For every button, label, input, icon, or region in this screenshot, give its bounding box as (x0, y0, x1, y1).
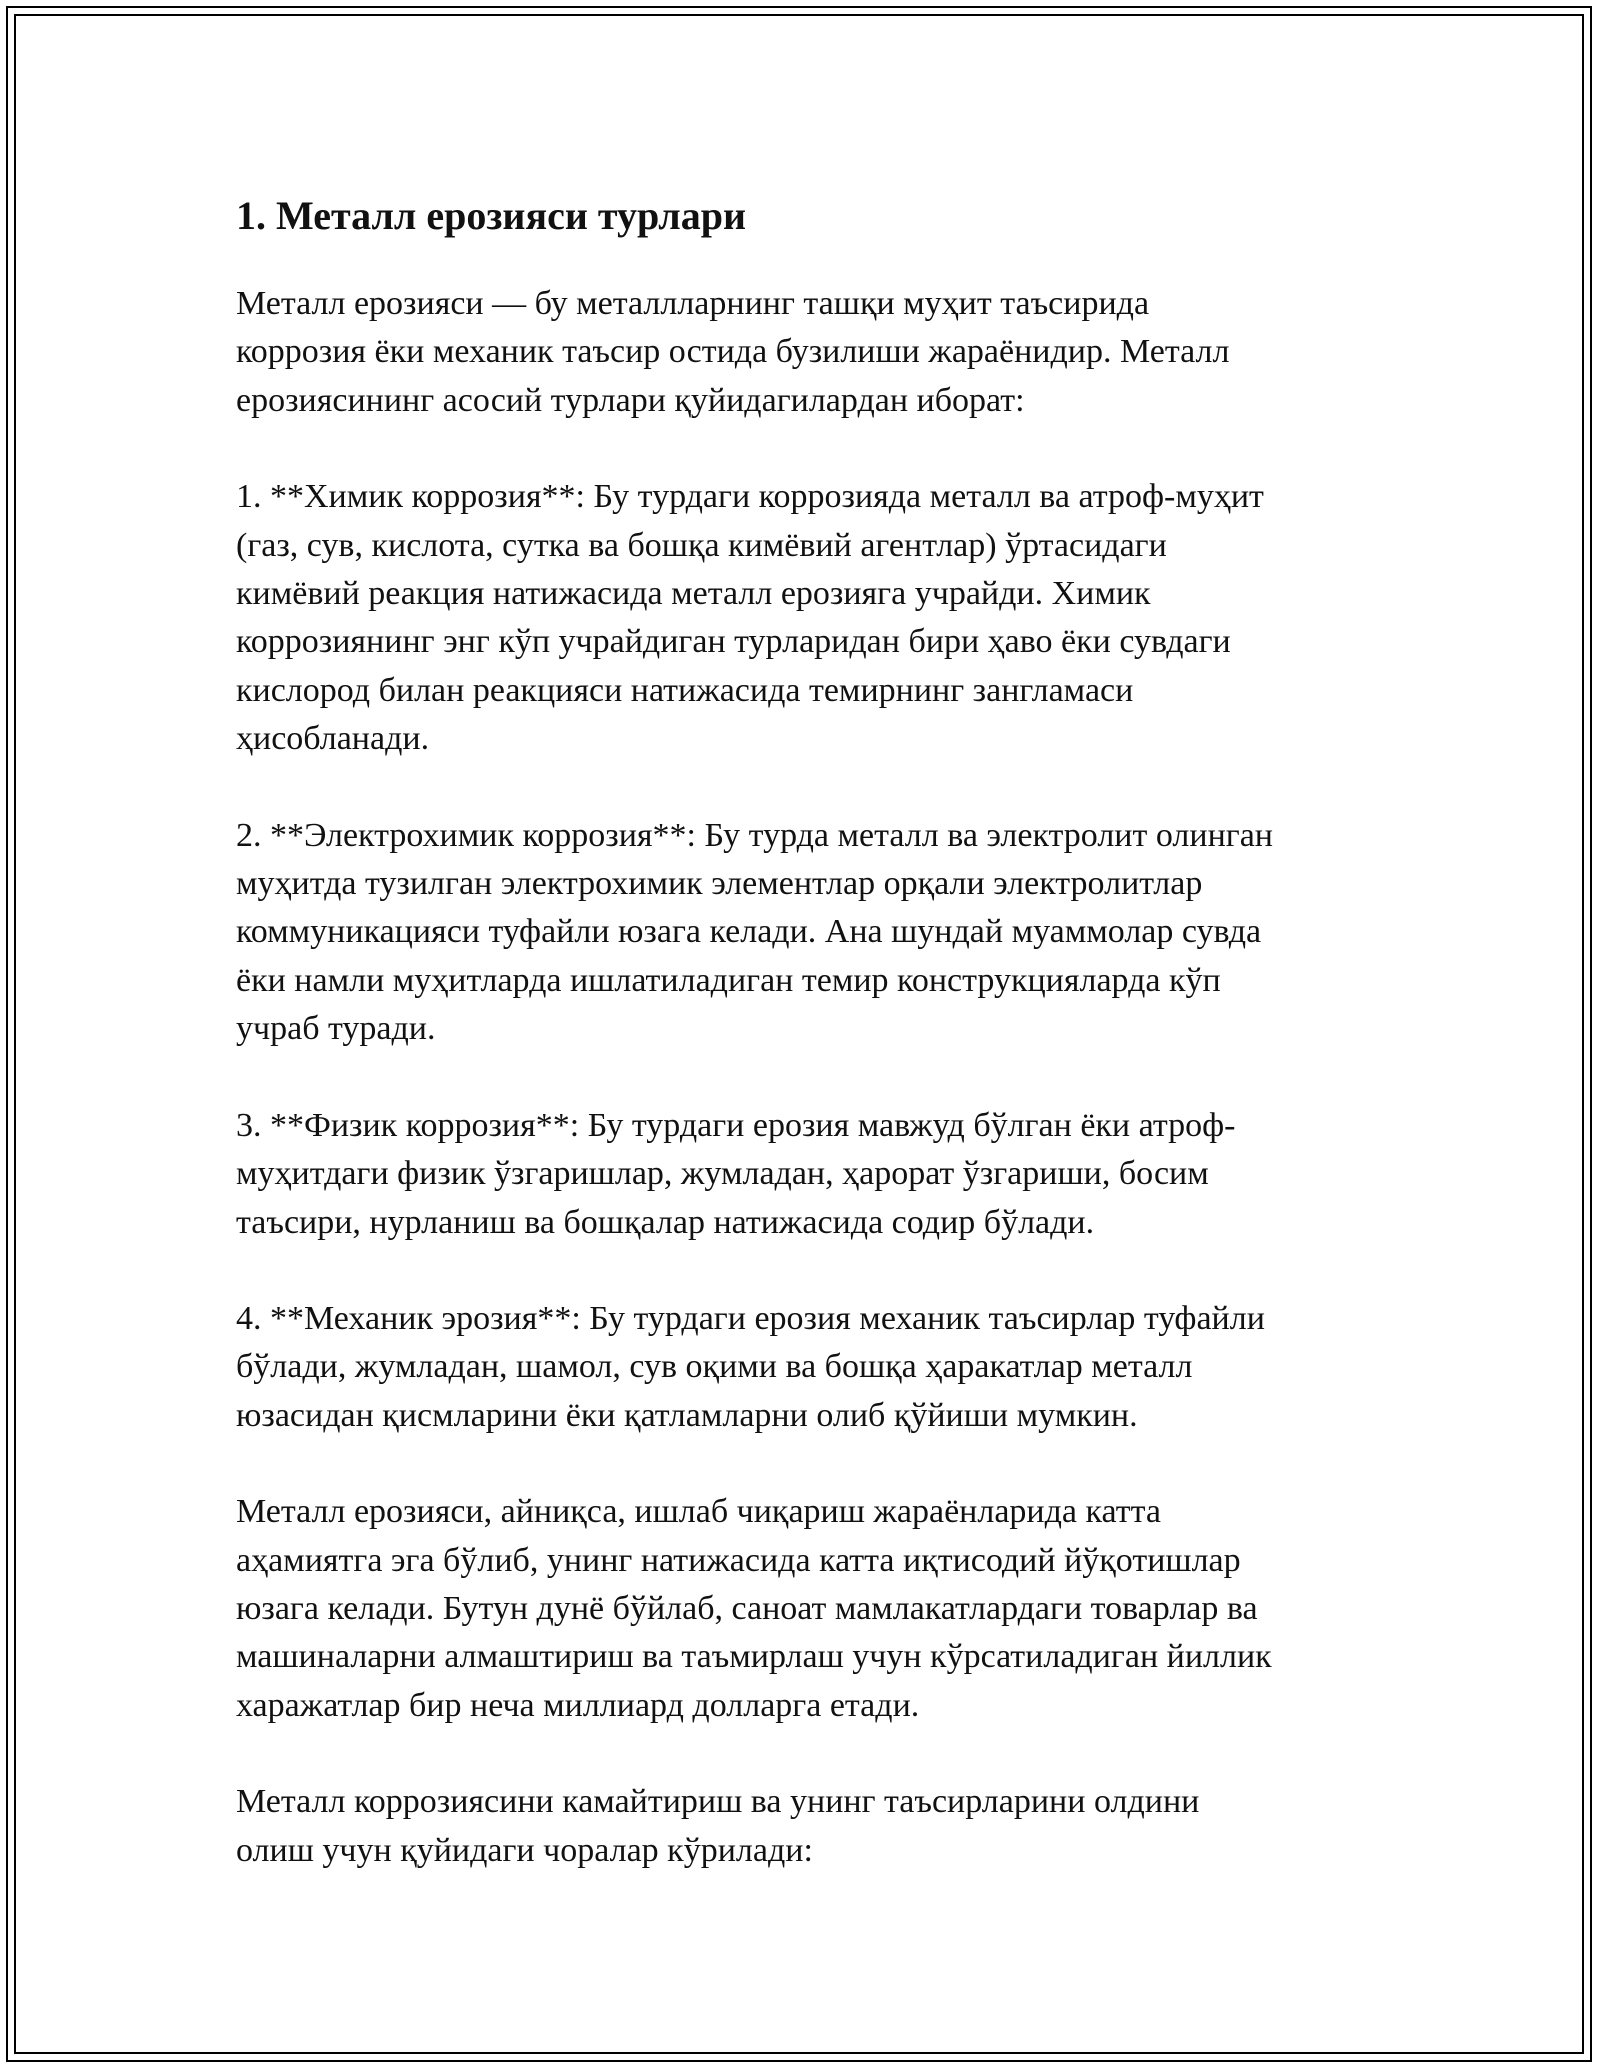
paragraph-mechanical-erosion: 4. **Механик эрозия**: Бу турдаги ерозия механик таъсирлар туфайли бўлади, жумладан, шамол, сув оқими ва бошқа ҳаракатлар металл юзасидан қисмларини ёки қатламларни олиб қўйиши мумкин. (236, 1299, 1265, 1434)
paragraph-chemical-corrosion: 1. **Химик коррозия**: Бу турдаги коррозияда металл ва атроф-муҳит (газ, сув, кислота, сутка ва бошқа кимёвий агентлар) ўртасидаги кимёвий реакция натижасида металл ерозияга учрайди. Химик коррозиянинг энг кўп учрайдиган турларидан бири ҳаво ёки сувдаги кислород билан реакцияси натижасида темирнинг зангламаси ҳисобланади. (236, 478, 1264, 758)
document-body (236, 186, 1366, 1923)
paragraph-economic-impact: Металл ерозияси, айниқса, ишлаб чиқариш жараёнларида катта аҳамиятга эга бўлиб, унинг натижасида катта иқтисодий йўқотишлар юзага келади. Бутун дунё бўйлаб, саноат мамлакатлардаги товарлар ва машиналарни алмаштириш ва таъмирлаш учун кўрсатиладиган йиллик харажатлар бир неча миллиард долларга етади. (236, 1493, 1272, 1724)
paragraph-prevention-intro: Металл коррозиясини камайтириш ва унинг таъсирларини олдини олиш учун қуйидаги чоралар кўрилади: (236, 1783, 1200, 1869)
paragraph-intro: Металл ерозияси — бу металлларнинг ташқи муҳит таъсирида коррозия ёки механик таъсир остида бузилиши жараёнидир. Металл ерозиясининг асосий турлари қуйидагилардан иборат: (236, 285, 1230, 419)
section-heading: 1. Металл ерозияси турлари (236, 193, 747, 238)
paragraph-electrochemical-corrosion: 2. **Электрохимик коррозия**: Бу турда металл ва электролит олинган муҳитда тузилган электрохимик элементлар орқали электролитлар коммуникацияси туфайли юзага келади. Ана шундай муаммолар сувда ёки намли муҳитларда ишлатиладиган темир конструкцияларда кўп учраб туради. (236, 816, 1273, 1048)
paragraph-physical-corrosion: 3. **Физик коррозия**: Бу турдаги ерозия мавжуд бўлган ёки атроф- муҳитдаги физик ўзгаришлар, жумладан, ҳарорат ўзгариши, босим таъсири, нурланиш ва бошқалар натижасида содир бўлади. (236, 1106, 1236, 1241)
